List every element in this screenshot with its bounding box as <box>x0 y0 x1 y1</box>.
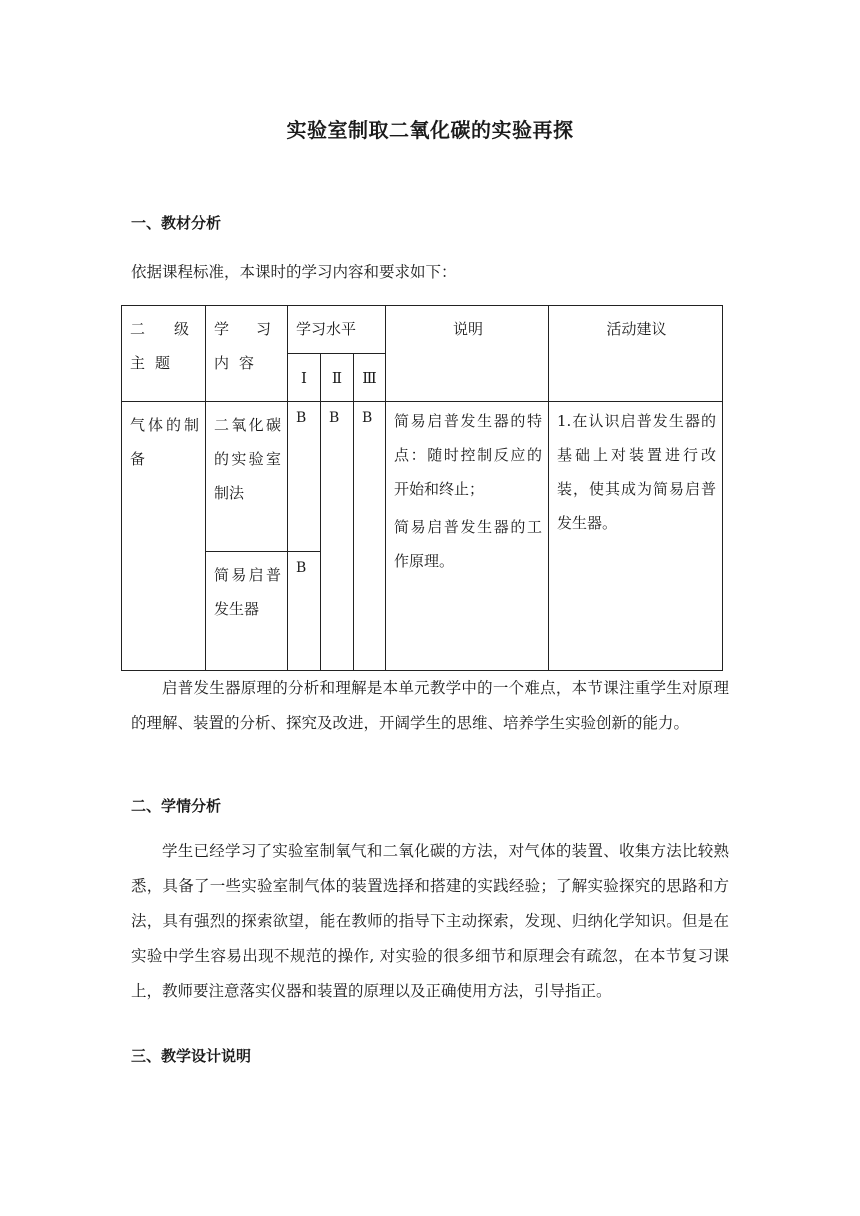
row-content-1-level-1: B <box>288 402 321 552</box>
header-level-2: Ⅱ <box>321 354 354 402</box>
row-content-2-level-1: B <box>288 552 321 671</box>
section-heading-student-analysis: 二、学情分析 <box>131 797 222 815</box>
curriculum-standard-table <box>121 305 723 671</box>
section-heading-textbook-analysis: 一、教材分析 <box>131 214 222 232</box>
header-topic: 二级主题 <box>122 306 206 402</box>
header-content: 学习内容 <box>206 306 288 402</box>
header-level-3: Ⅲ <box>354 354 386 402</box>
row-content-1-level-3: B <box>354 402 386 671</box>
header-level: 学习水平 <box>288 306 386 354</box>
table-intro-text: 依据课程标准，本课时的学习内容和要求如下： <box>131 263 457 281</box>
row-content-1-level-2: B <box>321 402 354 671</box>
header-note: 说明 <box>386 306 549 402</box>
header-level-1: Ⅰ <box>288 354 321 402</box>
section-heading-design-notes: 三、教学设计说明 <box>131 1047 252 1065</box>
document-title: 实验室制取二氧化碳的实验再探 <box>286 118 574 142</box>
row-activity: 1.在认识启普发生器的基础上对装置进行改装，使其成为简易启普发生器。 <box>549 402 723 671</box>
header-activity: 活动建议 <box>549 306 723 402</box>
textbook-analysis-paragraph: 启普发生器原理的分析和理解是本单元教学中的一个难点，本节课注重学生对原理的理解、装置的分析、探究及改进，开阔学生的思维、培养学生实验创新的能力。 <box>131 679 729 732</box>
row-content-2: 简易启普发生器 <box>206 552 288 671</box>
row-note: 简易启普发生器的特点：随时控制反应的开始和终止； 简易启普发生器的工作原理。 <box>386 402 549 671</box>
student-analysis-paragraph: 学生已经学习了实验室制氧气和二氧化碳的方法，对气体的装置、收集方法比较熟悉，具备了一些实验室制气体的装置选择和搭建的实践经验；了解实验探究的思路和方法，具有强烈的探索欲望，能在教师的指导下主动探索，发现、归纳化学知识。但是在实验中学生容易出现不规范的操作, 对实验的很多细节和原理会有疏忽，在本节复习课上，教师要注意落实仪器和装置的原理以及正确使用方法，引导指正。 <box>131 842 729 1000</box>
row-content-1: 二氧化碳的实验室制法 <box>206 402 288 552</box>
row-topic: 气体的制备 <box>122 402 206 671</box>
